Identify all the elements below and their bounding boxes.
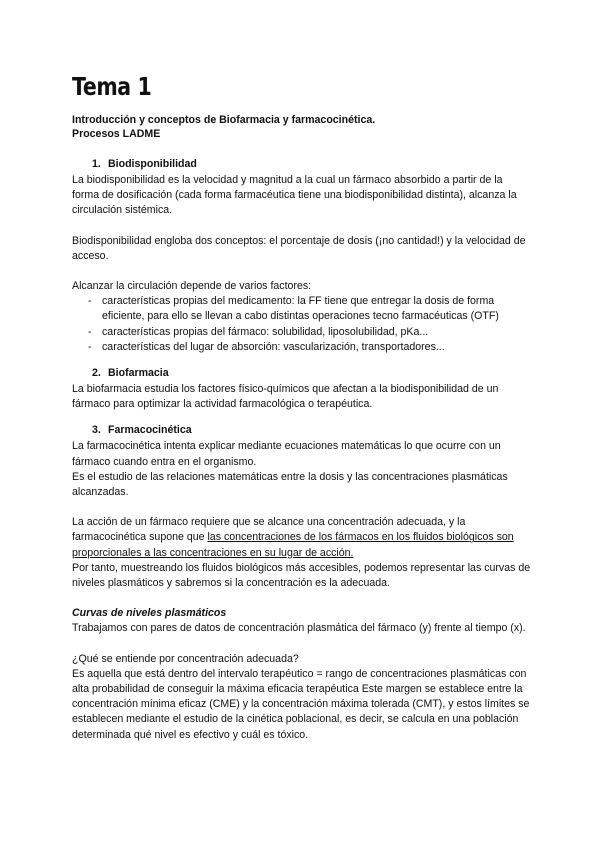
paragraph: La biodisponibilidad es la velocidad y magnitud a la cual un fármaco absorbido a partir de la forma de dosificación (cada forma farmacéutica tiene una biodisponibilidad distinta), alcanza la circulación sistémica. xyxy=(72,174,517,217)
paragraph: Biodisponibilidad engloba dos conceptos: el porcentaje de dosis (¡no cantidad!) y la velocidad de acceso. xyxy=(72,234,526,262)
paragraph: La biofarmacia estudia los factores físico-químicos que afectan a la biodisponibilidad de un fármaco para optimizar la actividad farmacológica o terapéutica. xyxy=(72,383,499,411)
list-item: - características propias del medicamento: la FF tiene que entregar la dosis de forma eficiente, para ello se llevan a cabo distintas operaciones tecno farmacéuticas (OTF) xyxy=(72,294,532,324)
paragraph: Es el estudio de las relaciones matemáticas entre la dosis y las concentraciones plasmáticas alcanzadas. xyxy=(72,470,508,499)
page-title: Tema 1 xyxy=(72,72,152,101)
subtitle-line-2: Procesos LADME xyxy=(72,128,161,140)
paragraph: ¿Qué se entiende por concentración adecuada? xyxy=(72,652,299,665)
factor-list xyxy=(72,294,532,355)
section-title: Farmacocinética xyxy=(108,424,192,437)
section-number: 1. xyxy=(92,158,101,170)
document-body xyxy=(72,157,532,743)
list-item: - características del lugar de absorción: vascularización, transportadores... xyxy=(72,340,532,355)
list-item: - características propias del fármaco: solubilidad, liposolubilidad, pKa... xyxy=(72,325,532,340)
paragraph: Alcanzar la circulación depende de varios factores: xyxy=(72,280,312,293)
underlined-text: las concentraciones de los fármacos en los fluidos biológicos son proporcionales a las concentraciones en su lugar de acción. xyxy=(72,531,514,559)
paragraph: Por tanto, muestreando los fluidos biológicos más accesibles, podemos representar las curvas de niveles plasmáticos y sabremos si la concentración es la adecuada. xyxy=(72,561,531,590)
paragraph: Es aquella que está dentro del intervalo terapéutico = rango de concentraciones plasmáticas con alta probabilidad de conseguir la máxima eficacia terapéutica Este margen se establece entre la concentración mínima eficaz (CME) y la concentración máxima tolerada (CMT), y estos límites se establecen mediante el estudio de la cinética poblacional, es decir, se calcula en una población determinada qué nivel es efectivo y cuál es tóxico. xyxy=(72,667,530,741)
subtitle-line-1: Introducción y conceptos de Biofarmacia y farmacocinética. xyxy=(72,114,376,126)
section-title: Biofarmacia xyxy=(108,367,169,380)
section-title: Biodisponibilidad xyxy=(108,158,197,170)
paragraph xyxy=(72,515,532,561)
section-heading-farmacocinetica xyxy=(72,423,532,437)
section-heading-biodisponibilidad xyxy=(72,157,532,171)
document-subtitle xyxy=(72,113,532,141)
paragraph-text: La acción de un fármaco requiere que se alcance una concentración adecuada, y la farmacocinética supone que xyxy=(72,516,466,544)
section-number: 2. xyxy=(92,367,101,380)
section-number: 3. xyxy=(92,424,101,437)
paragraph: La farmacocinética intenta explicar mediante ecuaciones matemáticas lo que ocurre con un fármaco cuando entra en el organismo. xyxy=(72,440,501,468)
paragraph: Trabajamos con pares de datos de concentración plasmática del fármaco (y) frente al tiempo (x). xyxy=(72,622,526,635)
section-heading-biofarmacia xyxy=(72,366,532,380)
subsection-heading: Curvas de niveles plasmáticos xyxy=(72,607,227,620)
